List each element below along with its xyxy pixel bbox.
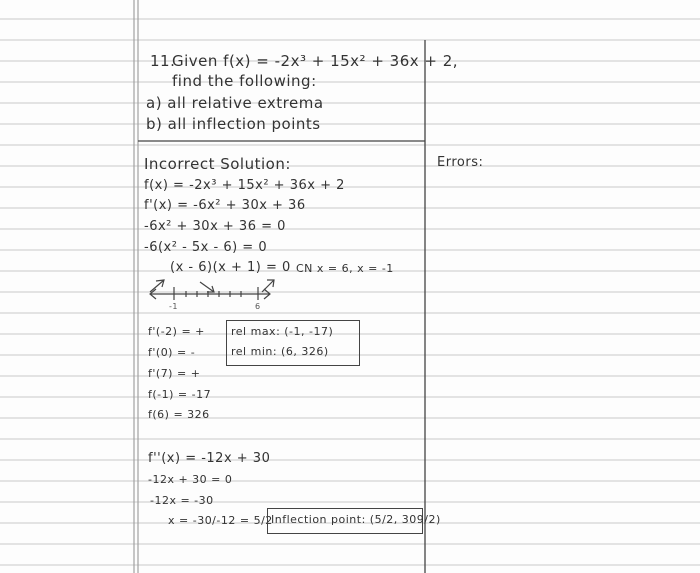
rel-max-answer: rel max: (-1, -17): [231, 325, 334, 338]
number-line-label-neg1: -1: [169, 302, 178, 311]
number-line-label-6: 6: [255, 302, 261, 311]
solution-line-2: f'(x) = -6x² + 30x + 36: [144, 198, 306, 213]
sign-test-3: f'(7) = +: [148, 367, 201, 380]
problem-instruction: find the following:: [172, 72, 317, 90]
errors-heading: Errors:: [437, 155, 484, 170]
rel-min-answer: rel min: (6, 326): [231, 345, 329, 358]
part-a: a) all relative extrema: [146, 94, 324, 112]
second-derivative-line-4: x = -30/-12 = 5/2: [168, 514, 273, 527]
solution-line-4: -6(x² - 5x - 6) = 0: [144, 240, 268, 255]
problem-statement: Given f(x) = -2x³ + 15x² + 36x + 2,: [172, 52, 459, 70]
problem-number: 11.: [150, 52, 176, 70]
function-value-1: f(-1) = -17: [148, 388, 212, 401]
sign-test-2: f'(0) = -: [148, 346, 196, 359]
second-derivative-line-3: -12x = -30: [150, 494, 214, 507]
solution-line-5: (x - 6)(x + 1) = 0: [170, 260, 291, 275]
number-line: [150, 280, 274, 300]
solution-line-1: f(x) = -2x³ + 15x² + 36x + 2: [144, 178, 345, 193]
critical-numbers: CN x = 6, x = -1: [296, 262, 394, 275]
second-derivative-line-2: -12x + 30 = 0: [148, 473, 233, 486]
sign-test-1: f'(-2) = +: [148, 325, 205, 338]
function-value-2: f(6) = 326: [148, 408, 210, 421]
solution-heading: Incorrect Solution:: [144, 155, 291, 173]
second-derivative-line-1: f''(x) = -12x + 30: [148, 451, 271, 466]
solution-line-3: -6x² + 30x + 36 = 0: [144, 219, 286, 234]
inflection-point-answer: Inflection point: (5/2, 309/2): [271, 513, 441, 526]
part-b: b) all inflection points: [146, 115, 321, 133]
